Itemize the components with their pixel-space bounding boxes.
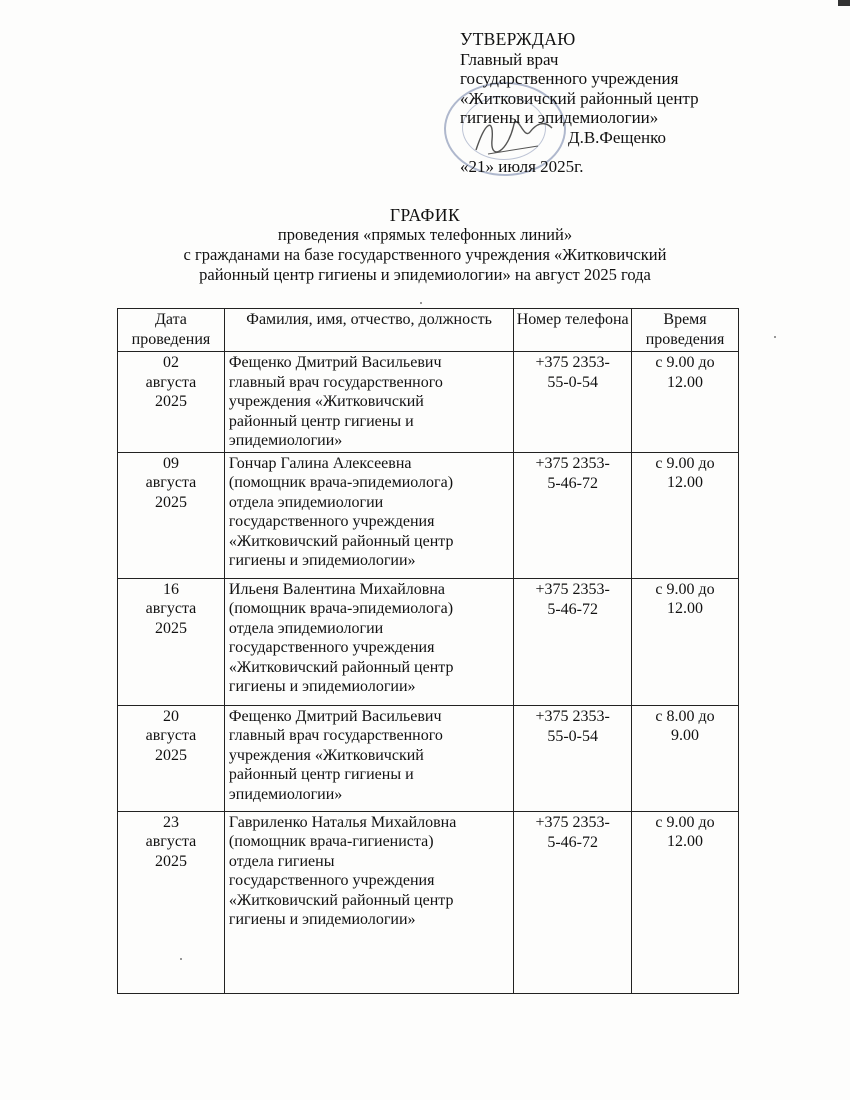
time-line: 12.00 (667, 833, 704, 850)
time-line: с 8.00 до (655, 707, 715, 725)
schedule-table (117, 308, 739, 994)
table-header-row (118, 309, 739, 352)
person-cell (224, 352, 513, 453)
person-line: гигиены и эпидемиологии» (228, 911, 416, 928)
phone-cell (514, 352, 632, 453)
person-line: Гавриленко Наталья Михайловна (228, 813, 457, 831)
person-line: учреждения «Житковичский (228, 746, 424, 764)
header-time: Время проведения (632, 309, 739, 352)
date-day: 02 (162, 354, 179, 371)
table-row (118, 452, 739, 578)
phone-cell (514, 811, 632, 993)
title-heading: ГРАФИК (389, 205, 461, 225)
date-year: 2025 (154, 619, 187, 637)
date-month: августа (145, 833, 197, 850)
document-title (100, 205, 750, 285)
phone-cell (514, 452, 632, 578)
time-line: с 9.00 до (655, 813, 715, 831)
signer-name: Д.В.Фещенко (568, 127, 667, 147)
person-line: Фещенко Дмитрий Васильевич (228, 707, 442, 725)
date-month: августа (145, 373, 197, 391)
person-line: государственного учреждения (228, 639, 435, 656)
person-line: учреждения «Житковичский (228, 393, 424, 410)
person-line: гигиены и эпидемиологии» (228, 678, 416, 695)
time-line: 12.00 (667, 474, 704, 491)
person-line: «Житковичский районный центр (228, 658, 454, 676)
approval-line: «Житковичский районный центр (460, 88, 699, 108)
phone-line: 5-46-72 (547, 833, 598, 851)
date-cell (118, 578, 225, 705)
date-year: 2025 (154, 393, 187, 410)
phone-line: 5-46-72 (547, 474, 598, 492)
date-month: августа (145, 474, 197, 491)
approval-line: государственного учреждения (460, 69, 679, 88)
person-line: отдела эпидемиологии (228, 619, 384, 637)
scan-speck (774, 336, 776, 338)
person-line: районный центр гигиены и (228, 766, 414, 783)
approval-line: Главный врач (460, 49, 559, 69)
table-row (118, 352, 739, 453)
time-line: с 9.00 до (655, 354, 715, 371)
person-line: главный врач государственного (228, 727, 443, 744)
phone-line: +375 2353- (535, 813, 610, 831)
approval-date: «21» июля 2025г. (460, 156, 584, 176)
person-line: Гончар Галина Алексеевна (228, 454, 412, 472)
signature-line (460, 128, 760, 148)
person-line: эпидемиологии» (228, 785, 343, 803)
date-day: 16 (162, 580, 179, 598)
approval-line: гигиены и эпидемиологии» (460, 108, 659, 127)
date-day: 23 (162, 813, 179, 831)
date-day: 09 (162, 454, 179, 472)
approval-block (460, 30, 760, 176)
scan-speck (420, 302, 422, 304)
date-month: августа (145, 600, 197, 617)
person-line: главный врач государственного (228, 373, 443, 391)
person-line: государственного учреждения (228, 513, 435, 530)
person-line: государственного учреждения (228, 872, 435, 889)
table-row (118, 705, 739, 811)
date-cell (118, 452, 225, 578)
phone-cell (514, 578, 632, 705)
phone-line: 55-0-54 (547, 727, 598, 745)
date-cell (118, 705, 225, 811)
person-cell (224, 452, 513, 578)
phone-line: +375 2353- (535, 580, 610, 598)
header-phone: Номер телефона (514, 309, 632, 352)
table-row (118, 811, 739, 993)
time-cell (632, 705, 739, 811)
date-cell (118, 352, 225, 453)
header-date: Дата проведения (118, 309, 225, 352)
scan-edge-mark (838, 0, 850, 6)
time-line: с 9.00 до (655, 580, 715, 598)
scan-speck (180, 958, 182, 960)
time-line: 12.00 (667, 600, 704, 617)
person-line: (помощник врача-эпидемиолога) (228, 600, 454, 617)
time-cell (632, 811, 739, 993)
title-line: с гражданами на базе государственного учреждения «Житковичский (183, 245, 667, 264)
person-line: «Житковичский районный центр (228, 891, 454, 909)
approval-heading: УТВЕРЖДАЮ (460, 29, 576, 49)
phone-cell (514, 705, 632, 811)
person-line: Ильеня Валентина Михайловна (228, 580, 445, 598)
time-cell (632, 352, 739, 453)
person-line: районный центр гигиены и (228, 412, 414, 430)
person-line: «Житковичский районный центр (228, 532, 454, 550)
time-line: с 9.00 до (655, 454, 715, 472)
phone-line: +375 2353- (535, 354, 610, 371)
person-line: Фещенко Дмитрий Васильевич (228, 354, 442, 371)
phone-line: +375 2353- (535, 707, 610, 725)
title-line: проведения «прямых телефонных линий» (277, 225, 573, 244)
date-year: 2025 (154, 746, 187, 764)
person-line: эпидемиологии» (228, 432, 343, 449)
time-cell (632, 452, 739, 578)
phone-line: 55-0-54 (547, 374, 598, 391)
title-line: районный центр гигиены и эпидемиологии» на август 2025 года (199, 265, 651, 284)
person-cell (224, 578, 513, 705)
date-day: 20 (162, 707, 179, 725)
phone-line: 5-46-72 (547, 600, 598, 618)
date-month: августа (145, 727, 197, 744)
header-person: Фамилия, имя, отчество, должность (224, 309, 513, 352)
person-line: (помощник врача-гигиениста) (228, 833, 434, 850)
date-cell (118, 811, 225, 993)
person-line: (помощник врача-эпидемиолога) (228, 474, 454, 491)
time-line: 9.00 (671, 727, 700, 744)
time-cell (632, 578, 739, 705)
person-cell (224, 705, 513, 811)
date-year: 2025 (154, 493, 187, 511)
person-line: отдела гигиены (228, 852, 335, 870)
person-line: отдела эпидемиологии (228, 493, 384, 511)
person-cell (224, 811, 513, 993)
time-line: 12.00 (667, 373, 704, 391)
date-year: 2025 (154, 852, 187, 870)
table-row (118, 578, 739, 705)
person-line: гигиены и эпидемиологии» (228, 552, 416, 569)
phone-line: +375 2353- (535, 454, 610, 472)
